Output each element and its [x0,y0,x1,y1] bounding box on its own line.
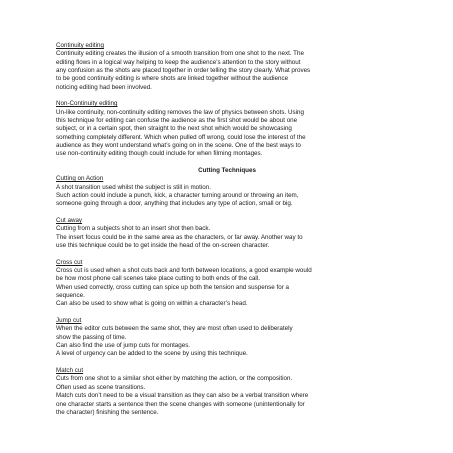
paragraph-line: Match cuts don’t need to be a visual transition as they can also be a verbal transition where [56,392,309,400]
paragraph-line: something completely different. Which when pulled off wrong, could lose the interest of the [56,133,306,141]
document-page [56,42,398,417]
paragraph-line: Cutting from a subjects shot to an insert shot then back. [56,225,211,233]
section-heading: Cutting on Action [56,175,104,183]
paragraph-line: one character starts a sentence then the scene changes with someone (unintentionally for [56,400,305,408]
paragraph-line: A shot transition used whilst the subject is still in motion. [56,183,211,191]
paragraph-line: Can also find the use of jump cuts for montages. [56,342,191,350]
paragraph-line: A level of urgency can be added to the scene by using this technique. [56,350,248,358]
paragraph-line: be how most phone call scenes take place cutting to both ends of the call. [56,275,260,283]
cut-away-section [56,217,398,250]
paragraph-line: When the editor cuts between the same shot, they are most often used to deliberately [56,325,293,333]
section-heading: Cut away [56,217,83,225]
paragraph-line: noticing editing had been involved. [56,83,152,91]
section-heading: Jump cut [56,317,82,325]
paragraph-line: show the passing of time. [56,333,127,341]
paragraph-line: use non-continuity editing though could include for when filming montages. [56,150,263,158]
paragraph-line: Such action could include a punch, kick, a character turning around or throwing an item, [56,192,299,200]
paragraph-line: Cross cut is used when a shot cuts back and forth between locations, a good example would [56,267,312,275]
match-cut-section [56,367,398,417]
section-heading: Non-Continuity editing [56,100,118,108]
paragraph-line: to be good continuity editing is where shots are linked together without the audience [56,75,289,83]
continuity-section [56,42,398,92]
paragraph-line: The insert focus could be in the same area as the characters, or far away. Another way to [56,233,303,241]
paragraph-line: the character) finishing the sentence. [56,408,159,416]
paragraph-line: Can also be used to show what is going on within a character’s head. [56,300,248,308]
paragraph-line: someone going through a door, anything that includes any type of action, small or big. [56,200,293,208]
cross-cut-section [56,259,398,309]
paragraph-line: use this technique could be to get inside the head of the on-screen character. [56,242,270,250]
jump-cut-section [56,317,398,359]
paragraph-line: Cuts from one shot to a similar shot either by matching the action, or the composition. [56,375,293,383]
paragraph-line: When used correctly, cross cutting can spice up both the tension and suspense for a [56,283,290,291]
cutting-on-action-section [56,175,398,208]
non-continuity-section [56,100,398,158]
paragraph-line: Continuity editing creates the illusion of a smooth transition from one shot to the next. The [56,50,304,58]
paragraph-line: subject, or in a certain spot, then straight to the next shot which would be showcasing [56,125,292,133]
paragraph-line: audience as they wont understand what’s going on in the scene. One of the best ways to [56,142,301,150]
section-heading: Continuity editing [56,42,104,49]
section-heading: Match cut [56,367,84,375]
paragraph-line: Un-like continuity, non-continuity editing removes the law of physics between shots. Using [56,108,304,116]
paragraph-line: sequence. [56,292,85,300]
paragraph-line: Often used as scene transitions. [56,383,146,391]
paragraph-line: any confusion as the shots are placed together in order telling the story clearly. What proves [56,67,311,75]
cutting-techniques-title: Cutting Techniques [198,167,256,175]
section-heading: Cross cut [56,258,83,266]
paragraph-line: this technique for editing can confuse the audience as the first shot would be about one [56,117,298,125]
paragraph-line: editing flows in a logical way helping to keep the audience’s attention to the story without [56,58,301,66]
